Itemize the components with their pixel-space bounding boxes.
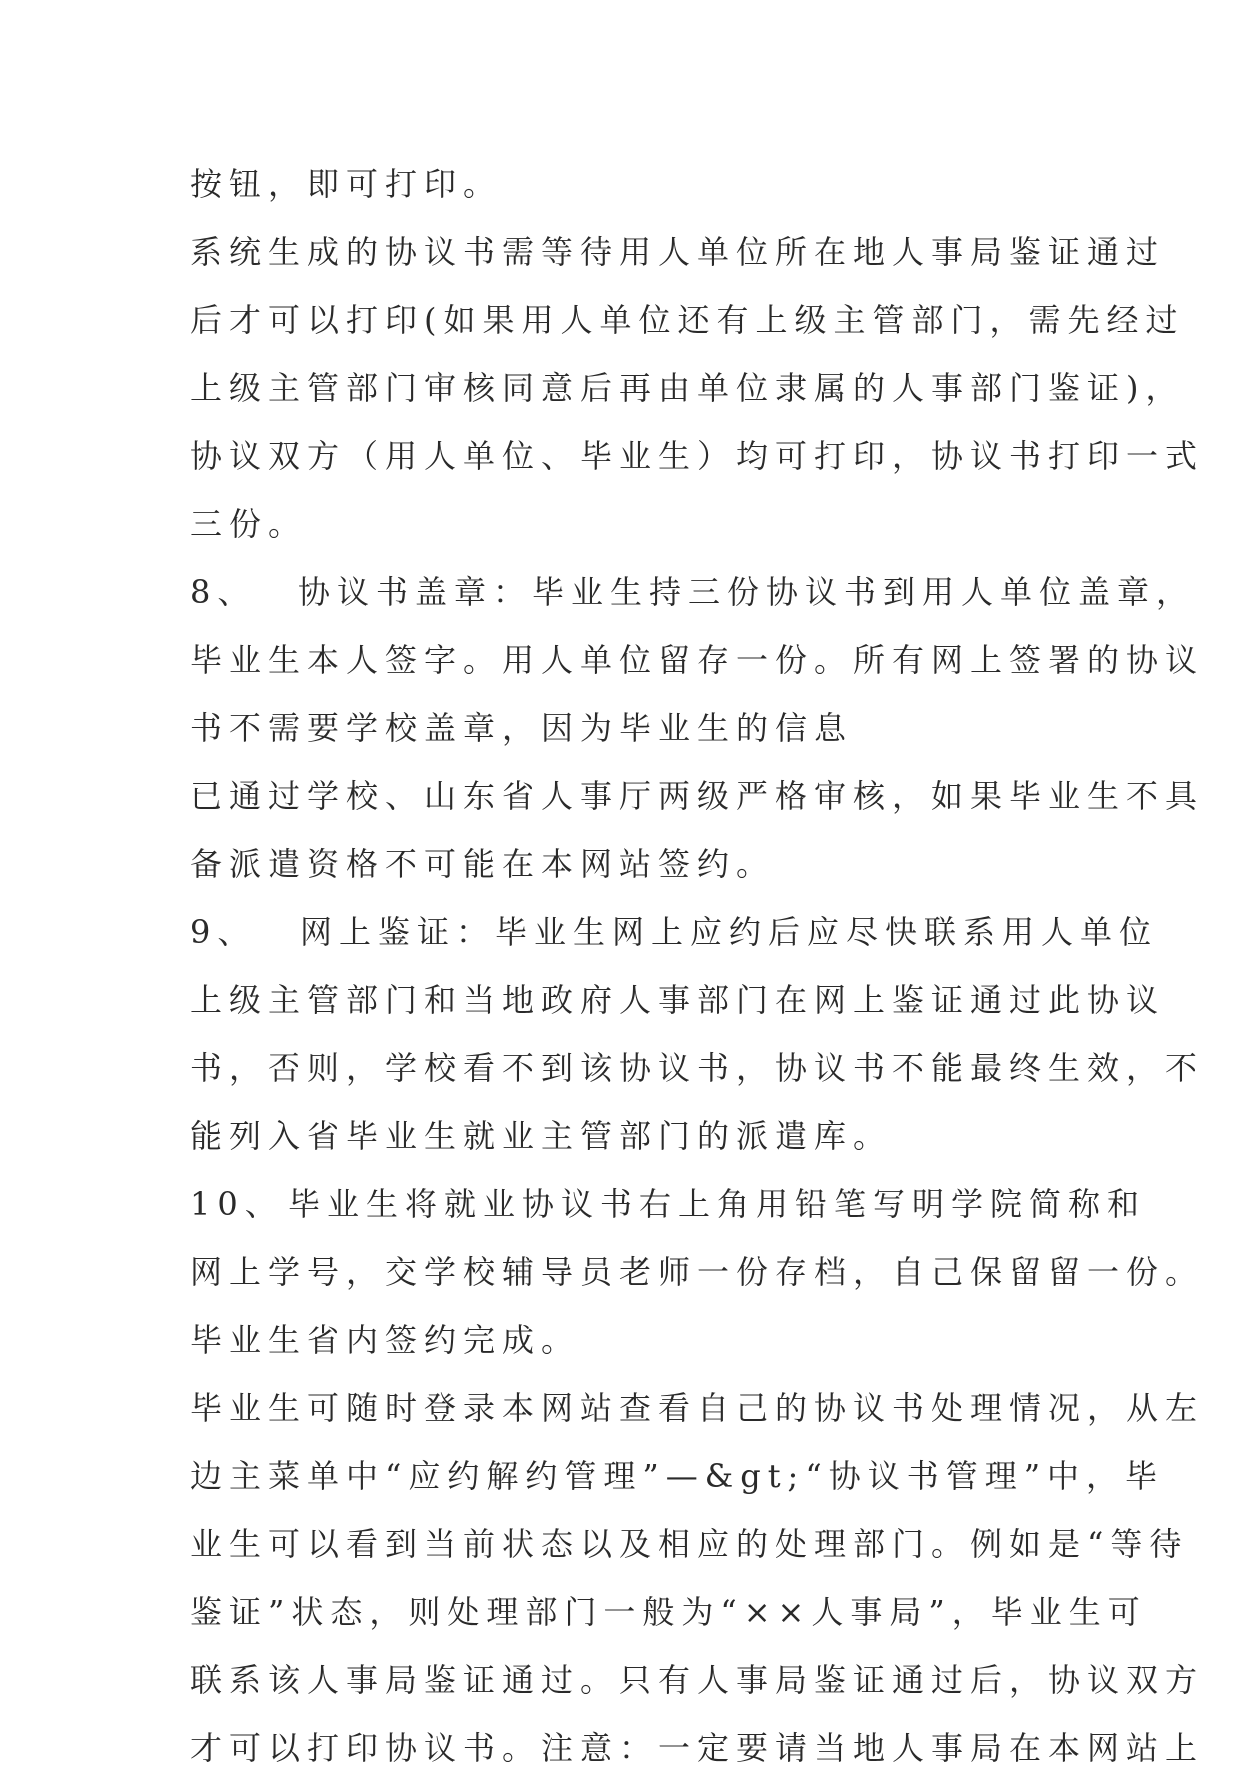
item-text: 毕业生将就业协议书右上角用铅笔写明学院简称和	[288, 1185, 1147, 1223]
text-line: 边主菜单中“应约解约管理”—&gt;“协议书管理”中，毕	[190, 1457, 1165, 1495]
text-line: 毕业生本人签字。用人单位留存一份。所有网上签署的协议	[190, 641, 1205, 679]
text-line: 能列入省毕业生就业主管部门的派遣库。	[190, 1117, 893, 1155]
text-line: 业生可以看到当前状态以及相应的处理部门。例如是“等待	[190, 1525, 1189, 1563]
text-line: 毕业生可随时登录本网站查看自己的协议书处理情况，从左	[190, 1389, 1205, 1427]
document-body	[190, 150, 1205, 1782]
text-line: 书，否则，学校看不到该协议书，协议书不能最终生效，不	[190, 1049, 1205, 1087]
text-line: 按钮，即可打印。	[190, 165, 503, 203]
text-line: 才可以打印协议书。注意：一定要请当地人事局在本网站上	[190, 1729, 1205, 1767]
item-number: 9、	[190, 913, 257, 951]
list-item-10	[190, 1170, 1147, 1238]
list-item-9	[190, 898, 1159, 966]
text-line: 网上学号，交学校辅导员老师一份存档，自己保留留一份。	[190, 1253, 1205, 1291]
text-line: 系统生成的协议书需等待用人单位所在地人事局鉴证通过	[190, 233, 1166, 271]
item-number: 10、	[190, 1185, 284, 1223]
text-line: 上级主管部门和当地政府人事部门在网上鉴证通过此协议	[190, 981, 1166, 1019]
item-text: 协议书盖章：毕业生持三份协议书到用人单位盖章，	[298, 573, 1196, 611]
item-number: 8、	[190, 573, 257, 611]
text-line: 已通过学校、山东省人事厅两级严格审核，如果毕业生不具	[190, 777, 1205, 815]
text-line: 上级主管部门审核同意后再由单位隶属的人事部门鉴证)，	[190, 369, 1185, 407]
text-line: 三份。	[190, 505, 308, 543]
text-line: 后才可以打印(如果用人单位还有上级主管部门，需先经过	[190, 301, 1185, 339]
text-line: 备派遣资格不可能在本网站签约。	[190, 845, 776, 883]
text-line: 鉴证”状态，则处理部门一般为“××人事局”，毕业生可	[190, 1593, 1147, 1631]
text-line: 书不需要学校盖章，因为毕业生的信息	[190, 709, 854, 747]
text-line: 协议双方（用人单位、毕业生）均可打印，协议书打印一式	[190, 437, 1205, 475]
text-line: 联系该人事局鉴证通过。只有人事局鉴证通过后，协议双方	[190, 1661, 1205, 1699]
item-text: 网上鉴证：毕业生网上应约后应尽快联系用人单位	[300, 913, 1159, 951]
text-line: 毕业生省内签约完成。	[190, 1321, 581, 1359]
list-item-8	[190, 558, 1196, 626]
